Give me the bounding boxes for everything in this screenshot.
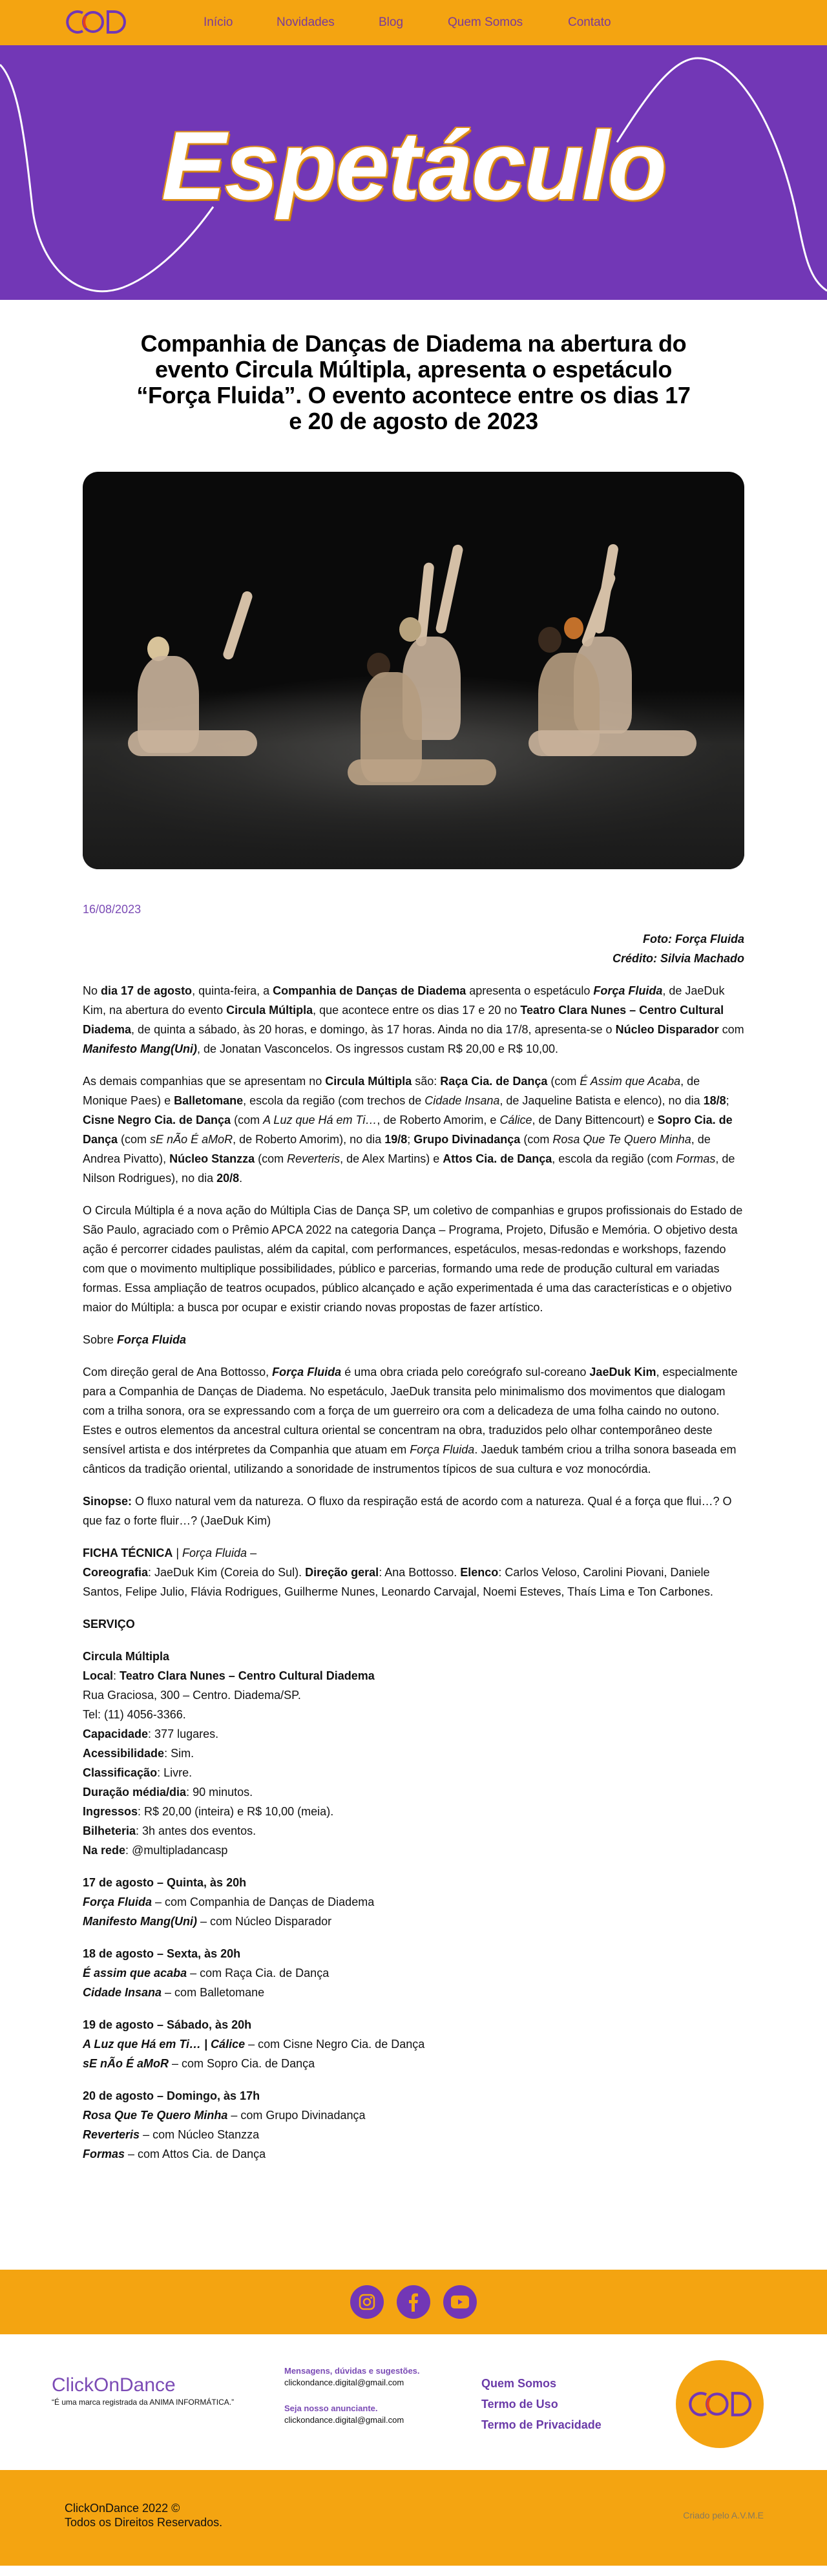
brand-tagline: “É uma marca registrada da ANIMA INFORMÁTICA.” [52, 2398, 235, 2407]
info-label: Duração média/dia [83, 1786, 187, 1799]
show-company: – com Cisne Negro Cia. de Dança [245, 2038, 425, 2051]
nav-link-label: Início [204, 16, 233, 29]
sinopse-text: O fluxo natural vem da natureza. O fluxo da respiração está de acordo com a natureza. Qual é a força que flui…? O que faz o forte fluir…? (JaeDuk Kim) [83, 1495, 732, 1527]
hero-title: Espetáculo [161, 111, 666, 220]
paragraph-intro: No dia 17 de agosto, quinta-feira, a Companhia de Danças de Diadema apresenta o espetáculo Força Fluida, de JaeDuk Kim, na abertura do evento Circula Múltipla, que acontece entre os dias 17 e 20 no Teatro Clara Nunes – Centro Cultural Diadema, de quinta a sábado, às 20 horas, e domingo, às 17 horas. Ainda no dia 17/8, apresenta-se o Núcleo Disparador com Manifesto Mang(Uni), de Jonatan Vasconcelos. Os ingressos custam R$ 20,00 e R$ 10,00. [83, 984, 744, 1055]
ficha-separator: | [173, 1547, 183, 1559]
nav-link-novidades[interactable] [277, 16, 335, 30]
cod-logo-link[interactable] [59, 8, 132, 36]
nav-link-label: Quem Somos [448, 16, 523, 29]
nav-link-quem-somos[interactable] [448, 16, 523, 30]
show-company: – com Balletomane [162, 1986, 265, 1999]
dancer-arm [222, 590, 253, 661]
ads-email-link[interactable]: clickondance.digital@gmail.com [284, 2415, 404, 2425]
show-company: – com Núcleo Disparador [197, 1915, 332, 1928]
direcao-value: : Ana Bottosso. [379, 1566, 461, 1579]
info-row [83, 1841, 744, 1860]
servico-info: Circula Múltipla Local: Teatro Clara Nunes – Centro Cultural Diadema Rua Graciosa, 300 – Centro. Diadema/SP. Tel: (11) 4056-3366. Capacidade: 377 lugares. Acessibilidade: Sim. Classificação: Livre. Duração média/dia: 90 minutos. Ingressos: R$ 20,00 (inteira) e R$ 10,00 (meia). Bilheteria: 3h antes dos eventos. Na rede: @multipladancasp [83, 1647, 744, 1860]
dancer-arm [435, 544, 464, 634]
show-title: Manifesto Mang(Uni) [83, 1915, 197, 1928]
info-value: : Livre. [157, 1766, 193, 1779]
footer-link-termo-uso[interactable]: Termo de Uso [481, 2398, 558, 2411]
sobre-prefix: Sobre [83, 1333, 118, 1346]
ads-label: Seja nosso anunciante. [284, 2403, 378, 2413]
contact-email-link[interactable]: clickondance.digital@gmail.com [284, 2378, 404, 2387]
photo-credit: Crédito: Silvia Machado [612, 952, 744, 965]
show-company: – com Attos Cia. de Dança [125, 2148, 266, 2160]
nav-link-inicio[interactable] [204, 16, 233, 30]
copyright-line-1: ClickOnDance 2022 © [65, 2502, 180, 2515]
show-title: É assim que acaba [83, 1967, 187, 1980]
photo-credits [83, 929, 744, 968]
info-value: : 3h antes dos eventos. [136, 1824, 256, 1837]
servico-label: SERVIÇO [83, 1618, 135, 1631]
show-company: – com Sopro Cia. de Dança [169, 2057, 315, 2070]
footer-logo [676, 2360, 764, 2448]
article [83, 300, 744, 2164]
show-company: – com Raça Cia. de Dança [187, 1967, 330, 1980]
coreografia-label: Coreografia [83, 1566, 149, 1579]
schedule-day [83, 2086, 744, 2164]
publish-date: 16/08/2023 [83, 903, 141, 916]
photo-caption: Foto: Força Fluida [643, 933, 744, 945]
show-title: Formas [83, 2148, 125, 2160]
nav-link-label: Blog [379, 16, 404, 29]
facebook-button[interactable] [397, 2285, 430, 2319]
show-company: – com Companhia de Danças de Diadema [152, 1895, 375, 1908]
info-label: Acessibilidade [83, 1747, 165, 1760]
local-label: Local [83, 1669, 114, 1682]
info-label: Capacidade [83, 1727, 149, 1740]
cod-logo-icon [681, 2389, 759, 2419]
info-label: Bilheteria [83, 1824, 136, 1837]
local-value: Teatro Clara Nunes – Centro Cultural Diadema [120, 1669, 375, 1682]
section-heading-servico [83, 1614, 744, 1634]
address: Rua Graciosa, 300 – Centro. Diadema/SP. [83, 1689, 301, 1702]
footer-link-termo-privacidade[interactable]: Termo de Privacidade [481, 2418, 602, 2431]
social-bar [0, 2270, 827, 2334]
nav-link-blog[interactable] [379, 16, 403, 30]
servico-event: Circula Múltipla [83, 1650, 170, 1663]
info-row [83, 1724, 744, 1744]
youtube-button[interactable] [443, 2285, 477, 2319]
contact-label: Mensagens, dúvidas e sugestões. [284, 2366, 420, 2376]
ficha-label: FICHA TÉCNICA [83, 1547, 173, 1559]
ficha-title: Força Fluida [182, 1547, 247, 1559]
elenco-value: : Carlos Veloso, Carolini Piovani, Daniele Santos, Felipe Julio, Flávia Rodrigues, Guilherme Nunes, Leonardo Carvajal, Noemi Esteves, Thaís Lima e Ton Carbones. [83, 1566, 713, 1598]
footer-links [481, 2373, 602, 2435]
instagram-button[interactable] [350, 2285, 384, 2319]
nav-link-label: Contato [568, 16, 611, 29]
info-label: Classificação [83, 1766, 158, 1779]
article-title: Companhia de Danças de Diadema na abertura do evento Circula Múltipla, apresenta o espetáculo “Força Fluida”. O evento acontece entre os dias 17 e 20 de agosto de 2023 [136, 330, 691, 434]
ficha-dash: – [247, 1547, 257, 1559]
show-title: A Luz que Há em Ti… | Cálice [83, 2038, 246, 2051]
sobre-title: Força Fluida [117, 1333, 187, 1346]
paragraph-about: Com direção geral de Ana Bottosso, Força Fluida é uma obra criada pelo coreógrafo sul-coreano JaeDuk Kim, especialmente para a Companhia de Danças de Diadema. No espetáculo, JaeDuk transita pelo minimalismo dos movimentos que dialogam com a trilha sonora, ora se expressando com a força de um guerreiro ora com a delicadeza de uma folha caindo no outono. Estes e outros elementos da ancestral cultura oriental se concentram na obra, traduzidos pelo olhar contemporâneo deste sensível artista e dos intérpretes da Companhia que atuam em Força Fluida. Jaeduk também criou a trilha sonora baseada em cânticos da tradição oriental, utilizando a sonoridade de instrumentos típicos de sua cultura e voz monocórdia. [83, 1366, 738, 1475]
ficha-tecnica [83, 1543, 744, 1601]
schedule-heading: 20 de agosto – Domingo, às 17h [83, 2089, 260, 2102]
site-footer [0, 2334, 827, 2470]
info-value: : 90 minutos. [186, 1786, 253, 1799]
article-photo [83, 472, 744, 869]
schedule-day [83, 2015, 744, 2073]
footer-brand [52, 2374, 234, 2407]
info-row [83, 1744, 744, 1763]
info-value: : R$ 20,00 (inteira) e R$ 10,00 (meia). [138, 1805, 334, 1818]
info-label: Na rede [83, 1844, 126, 1857]
show-title: Reverteris [83, 2128, 140, 2141]
cod-logo-icon [59, 8, 132, 36]
info-value: : 377 lugares. [148, 1727, 219, 1740]
nav-link-label: Novidades [277, 16, 335, 29]
dancer-legs [348, 759, 496, 785]
section-heading-sobre [83, 1330, 744, 1349]
schedule-heading: 19 de agosto – Sábado, às 20h [83, 2018, 252, 2031]
info-row [83, 1763, 744, 1782]
show-company: – com Núcleo Stanzza [140, 2128, 260, 2141]
creator-credit: Criado pelo A.V.M.E [683, 2510, 764, 2520]
direcao-label: Direção geral [305, 1566, 379, 1579]
info-row [83, 1802, 744, 1821]
instagram-icon [358, 2293, 376, 2311]
schedule-heading: 17 de agosto – Quinta, às 20h [83, 1876, 247, 1889]
schedule-day [83, 1944, 744, 2002]
schedule-day [83, 1873, 744, 1931]
show-company: – com Grupo Divinadança [227, 2109, 366, 2122]
dancer-legs [529, 730, 696, 756]
top-navbar [0, 0, 827, 45]
dancer-legs [128, 730, 257, 756]
bottom-bar [0, 2470, 827, 2566]
sinopse-label: Sinopse: [83, 1495, 132, 1508]
show-title: Força Fluida [83, 1895, 152, 1908]
phone: Tel: (11) 4056-3366. [83, 1708, 186, 1721]
schedule-heading: 18 de agosto – Sexta, às 20h [83, 1947, 241, 1960]
show-title: sE nÃo É aMoR [83, 2057, 169, 2070]
info-label: Ingressos [83, 1805, 138, 1818]
elenco-label: Elenco [460, 1566, 499, 1579]
paragraph-companies: As demais companhias que se apresentam no Circula Múltipla são: Raça Cia. de Dança (com É Assim que Acaba, de Monique Paes) e Balletomane, escola da região (com trechos de Cidade Insana, de Jaqueline Batista e elenco), no dia 18/8; Cisne Negro Cia. de Dança (com A Luz que Há em Ti…, de Roberto Amorim, e Cálice, de Dany Bittencourt) e Sopro Cia. de Dança (com sE nÃo É aMoR, de Roberto Amorim), no dia 19/8; Grupo Divinadança (com Rosa Que Te Quero Minha, de Andrea Pivatto), Núcleo Stanzza (com Reverteris, de Alex Martins) e Attos Cia. de Dança, escola da região (com Formas, de Nilson Rodrigues), no dia 20/8. [83, 1075, 735, 1185]
dancer-head [564, 617, 583, 639]
brand-name: ClickOnDance [52, 2374, 176, 2396]
facebook-icon [404, 2292, 423, 2312]
dancer-head [538, 627, 561, 653]
paragraph-circula: O Circula Múltipla é a nova ação do Múltipla Cias de Dança SP, um coletivo de companhias e grupos profissionais do Estado de São Paulo, agraciado com o Prêmio APCA 2022 na categoria Dança – Programa, Projeto, Difusão e Memória. O objetivo desta ação é percorrer cidades paulistas, além da capital, com performances, espetáculos, mesas-redondas e workshops, fazendo com que o movimento multiplique possibilidades, público e parcerias, formando uma rede de produção cultural em variadas formas. Essa ampliação de teatros ocupados, público alcançado e ação experimentada é uma das características e o objetivo maior do Múltipla: a busca por ocupar e existir criando novas propostas de fazer artístico. [83, 1204, 743, 1314]
show-title: Rosa Que Te Quero Minha [83, 2109, 228, 2122]
paragraph-sinopse [83, 1492, 744, 1530]
copyright [65, 2501, 222, 2529]
info-value: : Sim. [164, 1747, 194, 1760]
footer-contact [284, 2365, 420, 2426]
youtube-icon [450, 2295, 470, 2309]
info-row [83, 1821, 744, 1841]
hero-banner [0, 45, 827, 300]
footer-link-quem-somos[interactable]: Quem Somos [481, 2377, 557, 2390]
nav-link-contato[interactable] [568, 16, 611, 30]
coreografia-value: : JaeDuk Kim (Coreia do Sul). [148, 1566, 306, 1579]
info-value: : @multipladancasp [125, 1844, 228, 1857]
copyright-line-2: Todos os Direitos Reservados. [65, 2516, 223, 2529]
show-title: Cidade Insana [83, 1986, 162, 1999]
info-row [83, 1782, 744, 1802]
